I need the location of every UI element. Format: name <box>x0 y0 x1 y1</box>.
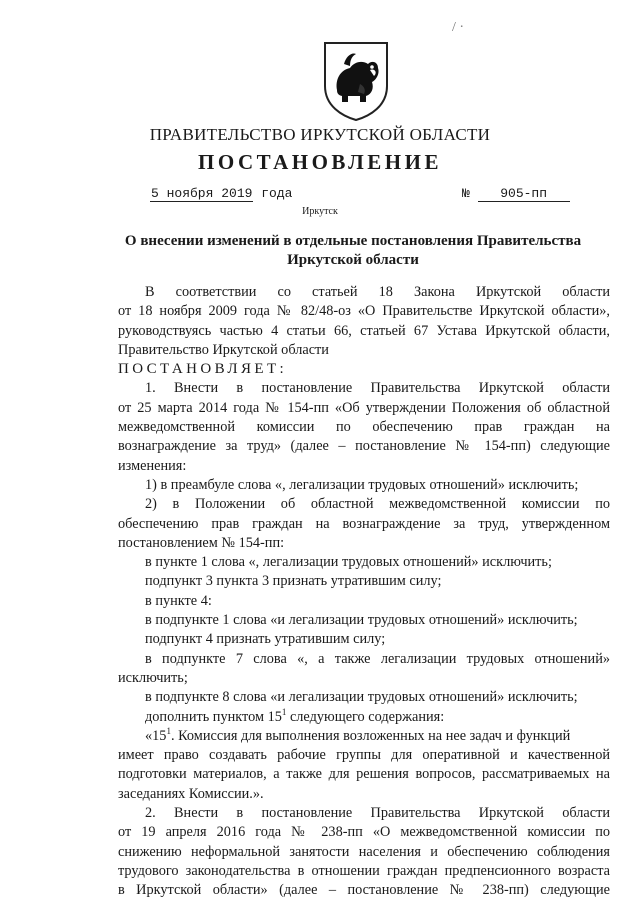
date-value: 5 ноября 2019 <box>151 186 253 201</box>
text-line: от 19 апреля 2016 года № 238-пп «О межведомственной комиссии по <box>118 824 610 841</box>
text-line: в подпункте 1 слова «и легализации трудовых отношений» исключить; <box>145 612 578 629</box>
text-line <box>118 727 610 746</box>
text-line: заседаниях Комиссии.». <box>118 785 264 802</box>
government-name: ПРАВИТЕЛЬСТВО ИРКУТСКОЙ ОБЛАСТИ <box>149 125 491 144</box>
text-line: подпункт 4 признать утратившим силу; <box>145 631 386 648</box>
text-line: руководствуясь частью 4 статьи 66, статьей 67 Устава Иркутской области, <box>118 322 610 339</box>
text-line: вознаграждение за труд» (далее – постановление № 154-пп) следующие <box>118 438 610 455</box>
document-title <box>118 232 588 270</box>
document-number <box>462 186 570 202</box>
date-suffix: года <box>261 186 293 201</box>
number-sign: № <box>462 186 470 201</box>
text-line: в подпункте 8 слова «и легализации трудовых отношений» исключить; <box>145 689 578 706</box>
text-line: 1) в преамбуле слова «, легализации трудовых отношений» исключить; <box>145 476 579 493</box>
text-line: 2. Внести в постановление Правительства Иркутской области <box>145 805 610 822</box>
text-line: 2) в Положении об областной межведомственной комиссии по <box>145 496 610 513</box>
text-line: В соответствии со статьей 18 Закона Иркутской области <box>145 284 610 300</box>
text-line: обеспечению прав граждан на вознаграждение за труд, утвержденном <box>118 515 610 532</box>
text-line: исключить; <box>118 669 188 686</box>
text-line: трудового законодательства в отношении граждан предпенсионного возраста <box>118 862 610 879</box>
text-line: имеет право создавать рабочие группы для оперативной и качественной <box>118 747 610 764</box>
text-line: постановлением № 154-пп: <box>118 534 285 551</box>
title-line: Иркутской области <box>287 252 419 268</box>
text-fragment: «15 <box>145 727 167 744</box>
text-line: в подпункте 7 слова «, а также легализации трудовых отношений» <box>145 650 610 667</box>
superscript: 1 <box>166 726 171 737</box>
text-line: межведомственной комиссии по обеспечению прав граждан на <box>118 419 610 436</box>
text-fragment: . Комиссия для выполнения возложенных на нее задач и функций <box>170 727 571 744</box>
text-line: подпункт 3 пункта 3 признать утратившим силу; <box>145 573 442 590</box>
text-line: в пункте 1 слова «, легализации трудовых отношений» исключить; <box>145 554 552 571</box>
text-line: в пункте 4: <box>145 592 212 609</box>
text-fragment: следующего содержания: <box>286 708 445 725</box>
document-body <box>118 283 610 901</box>
text-line: снижению неформальной занятости населения и обеспечению соблюдения <box>118 843 610 860</box>
document-type: ПОСТАНОВЛЕНИЕ <box>198 150 442 174</box>
city-name: Иркутск <box>302 206 338 217</box>
text-line: изменения: <box>118 457 187 474</box>
text-line: Правительство Иркутской области <box>118 341 329 358</box>
text-line <box>118 708 610 727</box>
coat-of-arms-icon <box>322 40 390 122</box>
superscript: 1 <box>281 707 287 717</box>
number-value: 905-пп <box>478 186 570 202</box>
resolves-heading: ПОСТАНОВЛЯЕТ: <box>118 361 288 378</box>
text-line: подготовки материалов, а также для решения вопросов, рассматриваемых на <box>118 766 610 783</box>
title-line: О внесении изменений в отдельные постановления Правительства <box>124 233 582 249</box>
text-fragment: дополнить пунктом 15 <box>145 708 282 725</box>
text-line: от 18 ноября 2009 года № 82/48-оз «О Правительстве Иркутской области», <box>118 303 610 320</box>
text-line: 1. Внести в постановление Правительства Иркутской области <box>145 380 610 397</box>
document-date <box>150 186 292 201</box>
text-line: в Иркутской области» (далее – постановление № 238-пп) следующие <box>118 882 610 899</box>
handwritten-mark: / · <box>452 20 465 35</box>
text-line: от 25 марта 2014 года № 154-пп «Об утверждении Положения об областной <box>118 399 610 416</box>
